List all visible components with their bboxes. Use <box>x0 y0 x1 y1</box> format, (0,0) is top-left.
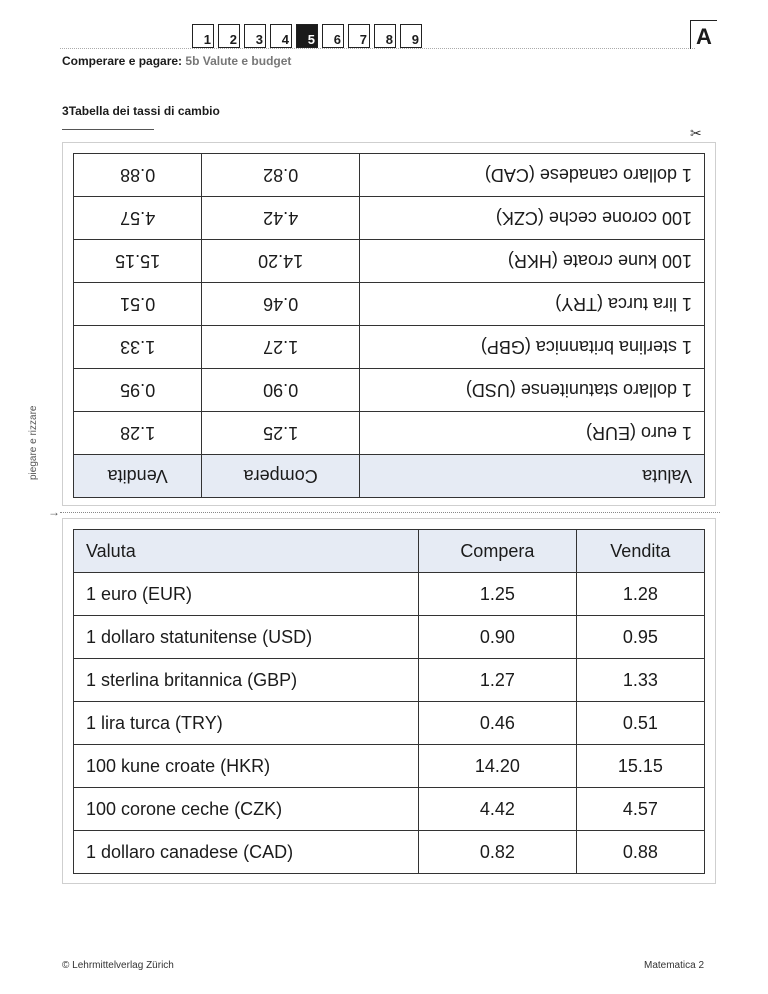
scissors-icon: ✂ <box>690 125 702 141</box>
cell-buy: 14.20 <box>202 240 360 283</box>
page-tab-label: 6 <box>333 32 341 47</box>
cell-sell: 1.28 <box>576 573 704 616</box>
cell-buy: 1.25 <box>419 573 577 616</box>
cell-currency: 100 kune croate (HKR) <box>74 745 419 788</box>
table-row <box>74 412 705 455</box>
cell-currency: 1 euro (EUR) <box>360 412 705 455</box>
table-row <box>74 154 705 197</box>
cell-buy: 0.82 <box>419 831 577 874</box>
cell-currency: 1 euro (EUR) <box>74 573 419 616</box>
cell-buy: 14.20 <box>419 745 577 788</box>
cell-buy: 0.46 <box>419 702 577 745</box>
table-row <box>74 702 705 745</box>
cell-currency: 1 dollaro canadese (CAD) <box>360 154 705 197</box>
table-row <box>74 369 705 412</box>
cell-sell: 0.51 <box>576 702 704 745</box>
cell-currency: 1 dollaro canadese (CAD) <box>74 831 419 874</box>
table-row <box>74 831 705 874</box>
fold-line <box>60 512 720 513</box>
table-row <box>74 788 705 831</box>
cell-currency: 1 sterlina britannica (GBP) <box>360 326 705 369</box>
cell-sell: 0.95 <box>576 616 704 659</box>
table-row <box>74 659 705 702</box>
header-currency: Valuta <box>360 455 705 498</box>
cell-sell: 15.15 <box>576 745 704 788</box>
fold-instruction: piegare e rizzare <box>28 405 39 480</box>
cell-sell: 1.33 <box>576 659 704 702</box>
table-header-row <box>74 455 705 498</box>
book-title-footer: Matematica 2 <box>644 960 705 971</box>
cell-sell: 0.51 <box>74 283 202 326</box>
table-row <box>74 573 705 616</box>
cell-currency: 1 dollaro statunitense (USD) <box>74 616 419 659</box>
table-header-row <box>74 530 705 573</box>
cell-buy: 1.27 <box>202 326 360 369</box>
table-row <box>74 283 705 326</box>
page-tab-label: 8 <box>385 32 393 47</box>
cell-sell: 15.15 <box>74 240 202 283</box>
cell-sell: 4.57 <box>576 788 704 831</box>
copyright-footer: © Lehrmittelverlag Zürich <box>62 960 174 971</box>
page-tab-label: 2 <box>229 32 237 47</box>
page-tab-2[interactable] <box>218 24 240 48</box>
page-tab-label: 9 <box>411 32 419 47</box>
page-tab-4[interactable] <box>270 24 292 48</box>
exercise-title <box>62 104 220 118</box>
exchange-rate-table-flipped <box>73 153 705 498</box>
cell-buy: 4.42 <box>202 197 360 240</box>
page-tab-label: 5 <box>307 32 315 47</box>
header-currency: Valuta <box>74 530 419 573</box>
page-tab-label: 3 <box>255 32 263 47</box>
cell-currency: 100 corone ceche (CZK) <box>360 197 705 240</box>
table-row <box>74 616 705 659</box>
header-buy: Compera <box>202 455 360 498</box>
cell-buy: 4.42 <box>419 788 577 831</box>
cell-currency: 100 corone ceche (CZK) <box>74 788 419 831</box>
cell-currency: 1 dollaro statunitense (USD) <box>360 369 705 412</box>
cell-buy: 1.25 <box>202 412 360 455</box>
page-tab-8[interactable] <box>374 24 396 48</box>
cell-currency: 1 lira turca (TRY) <box>360 283 705 326</box>
cell-sell: 0.95 <box>74 369 202 412</box>
cell-sell: 0.88 <box>74 154 202 197</box>
cell-sell: 1.33 <box>74 326 202 369</box>
table-row <box>74 326 705 369</box>
cell-buy: 0.90 <box>419 616 577 659</box>
cell-sell: 0.88 <box>576 831 704 874</box>
exchange-table-card <box>62 518 716 884</box>
cell-buy: 1.27 <box>419 659 577 702</box>
exchange-table-flipped-card <box>62 142 716 506</box>
cell-buy: 0.90 <box>202 369 360 412</box>
cell-currency: 1 lira turca (TRY) <box>74 702 419 745</box>
header-sell: Vendita <box>576 530 704 573</box>
cell-currency: 1 sterlina britannica (GBP) <box>74 659 419 702</box>
cell-currency: 100 kune croate (HKR) <box>360 240 705 283</box>
breadcrumb-sub: 5b Valute e budget <box>185 54 292 68</box>
exercise-title-text: Tabella dei tassi di cambio <box>68 104 220 118</box>
flipped-wrapper <box>73 153 705 498</box>
table-row <box>74 745 705 788</box>
level-letter: A <box>696 24 712 49</box>
breadcrumb <box>62 54 291 68</box>
breadcrumb-main: Comperare e pagare: <box>62 54 183 68</box>
exchange-rate-table <box>73 529 705 874</box>
cell-sell: 4.57 <box>74 197 202 240</box>
header-buy: Compera <box>419 530 577 573</box>
level-badge <box>690 20 718 50</box>
arrow-right-icon: → <box>48 505 60 519</box>
title-underline <box>62 129 154 130</box>
header-sell: Vendita <box>74 455 202 498</box>
cell-buy: 0.46 <box>202 283 360 326</box>
page-tab-1[interactable] <box>192 24 214 48</box>
page-tab-label: 7 <box>359 32 367 47</box>
exercise-number: 3 <box>62 104 69 118</box>
page-navigator <box>192 24 426 48</box>
page-tab-3[interactable] <box>244 24 266 48</box>
page-tab-7[interactable] <box>348 24 370 48</box>
page-tab-5-active[interactable] <box>296 24 318 48</box>
page-tab-6[interactable] <box>322 24 344 48</box>
table-row <box>74 197 705 240</box>
table-row <box>74 240 705 283</box>
page-tab-label: 1 <box>203 32 211 47</box>
page-tab-label: 4 <box>281 32 289 47</box>
header-divider <box>60 48 695 49</box>
page-tab-9[interactable] <box>400 24 422 48</box>
cell-sell: 1.28 <box>74 412 202 455</box>
cell-buy: 0.82 <box>202 154 360 197</box>
